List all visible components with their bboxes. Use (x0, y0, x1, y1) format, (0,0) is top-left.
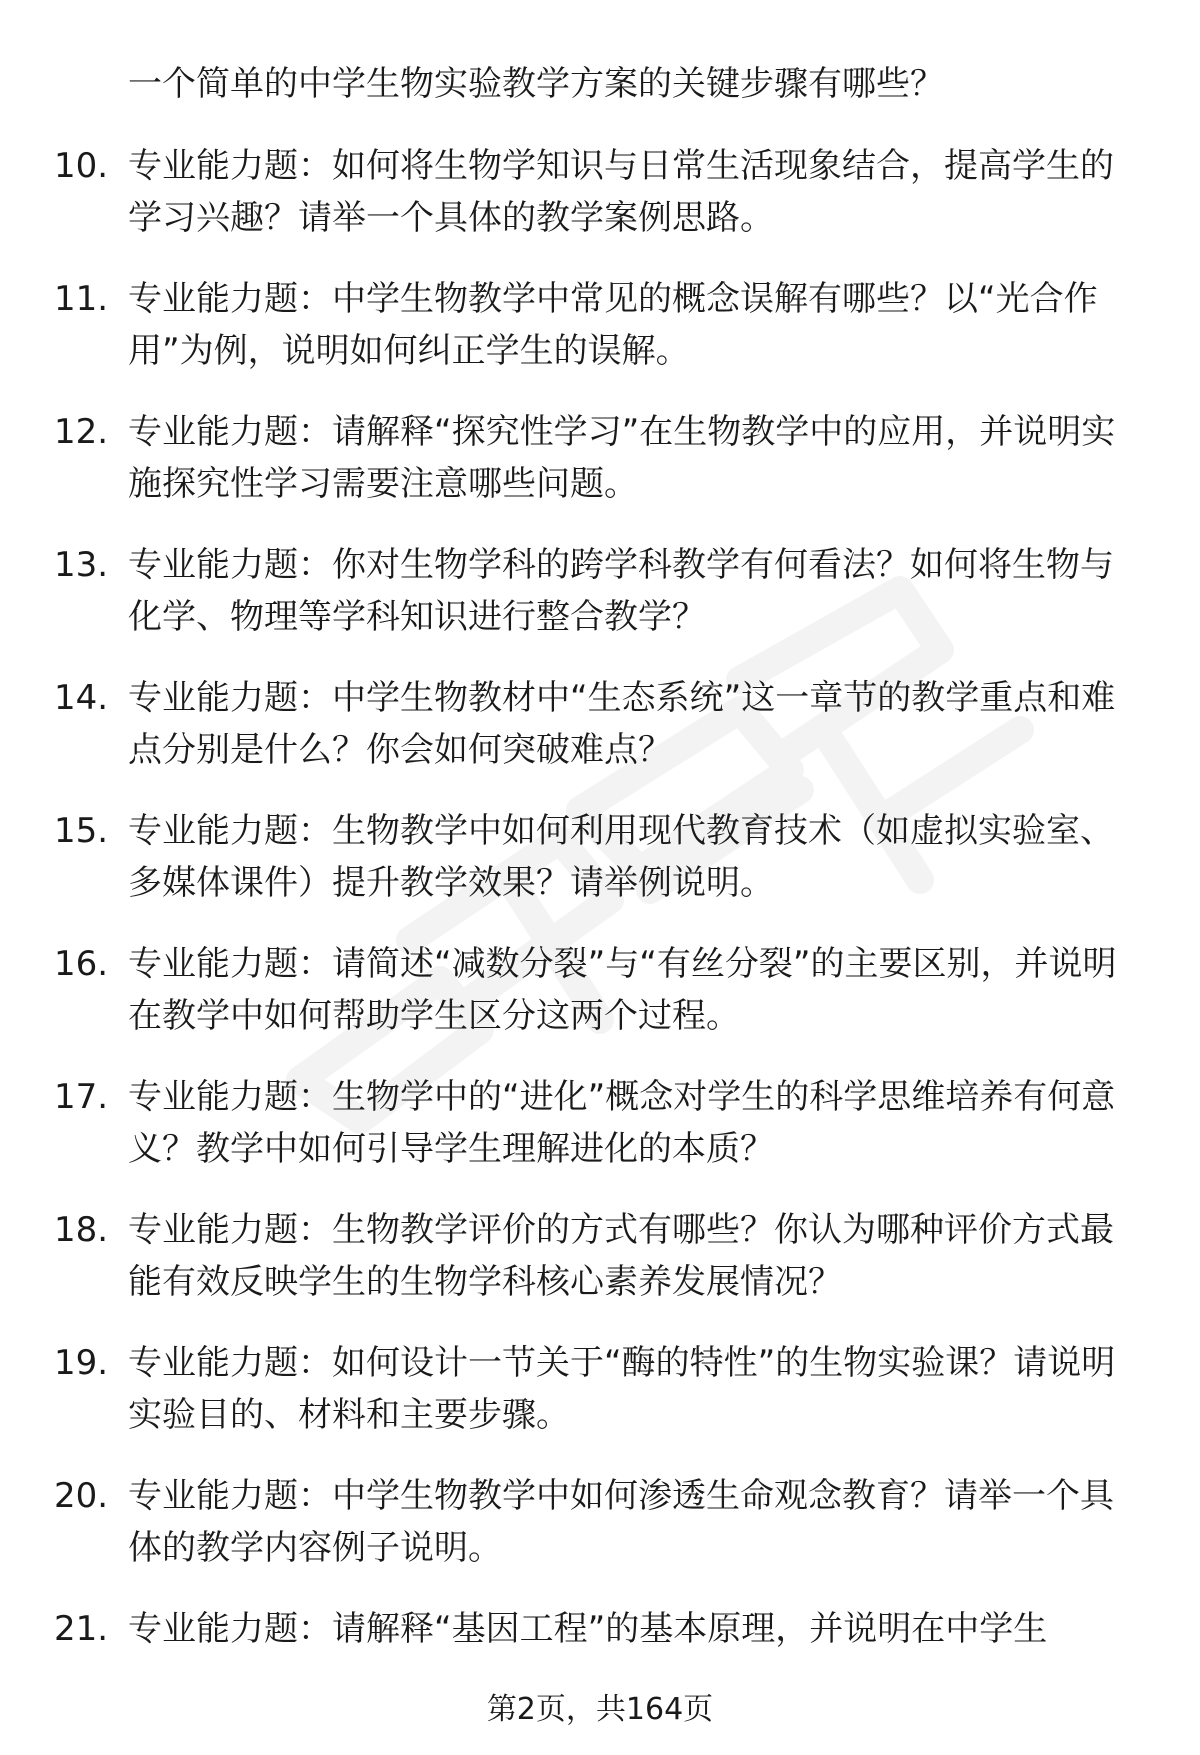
list-item (0, 672, 1200, 805)
list-item (0, 1071, 1200, 1204)
question-number: 14. (54, 678, 109, 718)
list-item (0, 140, 1200, 273)
question-text: 专业能力题：中学生物教学中如何渗透生命观念教育？请举一个具体的教学内容例子说明。 (128, 1476, 1114, 1568)
question-number: 20. (54, 1476, 109, 1516)
question-text: 专业能力题：你对生物学科的跨学科教学有何看法？如何将生物与化学、物理等学科知识进行整合教学？ (128, 545, 1114, 637)
question-number: 18. (54, 1210, 109, 1250)
list-item (0, 938, 1200, 1071)
question-text: 专业能力题：生物教学评价的方式有哪些？你认为哪种评价方式最能有效反映学生的生物学科核心素养发展情况？ (128, 1210, 1114, 1302)
list-item (0, 1204, 1200, 1337)
question-number: 17. (54, 1077, 109, 1117)
question-number: 19. (54, 1343, 109, 1383)
list-item (0, 406, 1200, 539)
question-text: 专业能力题：请简述“减数分裂”与“有丝分裂”的主要区别，并说明在教学中如何帮助学生区分这两个过程。 (128, 944, 1117, 1036)
question-text: 专业能力题：生物学中的“进化”概念对学生的科学思维培养有何意义？教学中如何引导学生理解进化的本质？ (128, 1077, 1116, 1169)
question-number: 10. (54, 146, 109, 186)
list-item (0, 805, 1200, 938)
question-text: 专业能力题：如何将生物学知识与日常生活现象结合，提高学生的学习兴趣？请举一个具体的教学案例思路。 (128, 146, 1114, 238)
question-number: 15. (54, 811, 109, 851)
question-number: 11. (54, 279, 109, 319)
question-number: 12. (54, 412, 109, 452)
list-item (0, 273, 1200, 406)
page-footer: 第2页，共164页 (486, 1692, 714, 1727)
list-item (0, 539, 1200, 672)
question-number: 16. (54, 944, 109, 984)
question-text: 专业能力题：中学生物教材中“生态系统”这一章节的教学重点和难点分别是什么？你会如何突破难点？ (128, 678, 1116, 770)
question-text: 专业能力题：请解释“基因工程”的基本原理，并说明在中学生 (128, 1609, 1048, 1649)
list-item (0, 1470, 1200, 1603)
continuation-text: 一个简单的中学生物实验教学方案的关键步骤有哪些？ (128, 64, 944, 104)
question-list (0, 140, 1200, 1736)
question-number: 13. (54, 545, 109, 585)
question-number: 21. (54, 1609, 109, 1649)
question-text: 专业能力题：中学生物教学中常见的概念误解有哪些？以“光合作用”为例，说明如何纠正学生的误解。 (128, 279, 1098, 371)
question-text: 专业能力题：请解释“探究性学习”在生物教学中的应用，并说明实施探究性学习需要注意哪些问题。 (128, 412, 1116, 504)
question-text: 专业能力题：生物教学中如何利用现代教育技术（如虚拟实验室、多媒体课件）提升教学效果？请举例说明。 (128, 811, 1114, 903)
question-text: 专业能力题：如何设计一节关于“酶的特性”的生物实验课？请说明实验目的、材料和主要步骤。 (128, 1343, 1116, 1435)
list-item (0, 1337, 1200, 1470)
